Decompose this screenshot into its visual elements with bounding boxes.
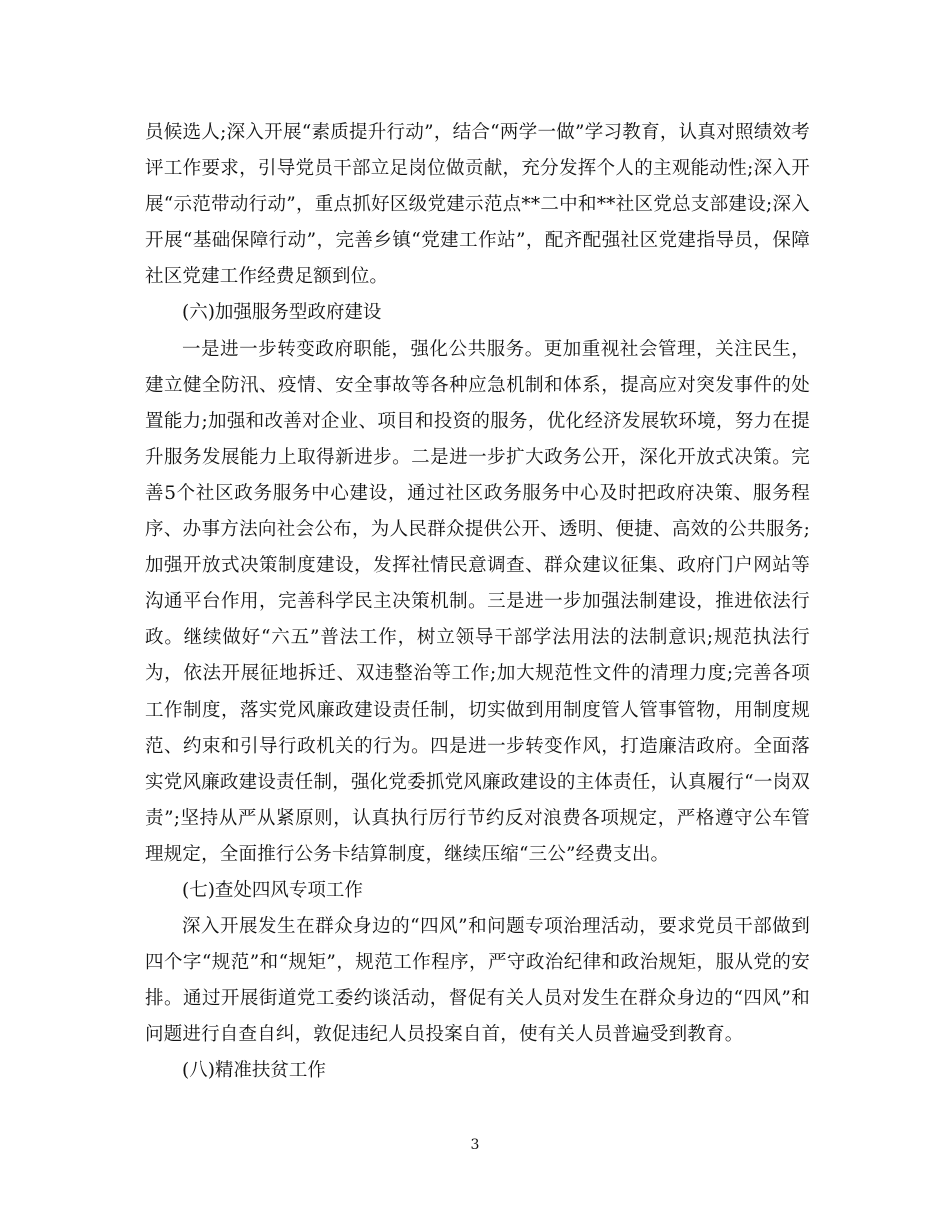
section-heading-service-government: (六)加强服务型政府建设 [182, 302, 382, 324]
paragraph-service-government: 一是进一步转变政府职能，强化公共服务。更加重视社会管理，关注民生，建立健全防汛、疫情、安全事故等各种应急机制和体系，提高应对突发事件的处置能力;加强和改善对企业、项目和投资的服务，优化经济发展软环境，努力在提升服务发展能力上取得新进步。二是进一步扩大政务公开，深化开放式决策。完善5个社区政务服务中心建设，通过社区政务服务中心及时把政府决策、服务程序、办事方法向社会公布，为人民群众提供公开、透明、便捷、高效的公共服务;加强开放式决策制度建设，发挥社情民意调查、群众建议征集、政府门户网站等沟通平台作用，完善科学民主决策机制。三是进一步加强法制建设，推进依法行政。继续做好“六五”普法工作，树立领导干部学法用法的法制意识;规范执法行为，依法开展征地拆迁、双违整治等工作;加大规范性文件的清理力度;完善各项工作制度，落实党风廉政建设责任制，切实做到用制度管人管事管物，用制度规范、约束和引导行政机关的行为。四是进一步转变作风，打造廉洁政府。全面落实党风廉政建设责任制，强化党委抓党风廉政建设的主体责任，认真履行“一岗双责”;坚持从严从紧原则，认真执行厉行节约反对浪费各项规定，严格遵守公车管理规定，全面推行公务卡结算制度，继续压缩“三公”经费支出。 [145, 338, 810, 865]
page-number: 3 [470, 1137, 480, 1153]
document-body [145, 115, 810, 1090]
section-heading-poverty-alleviation: (八)精准扶贫工作 [182, 1060, 326, 1082]
paragraph-four-winds: 深入开展发生在群众身边的“四风”和问题专项治理活动，要求党员干部做到四个字“规范”和“规矩”，规范工作程序，严守政治纪律和政治规矩，服从党的安排。通过开展街道党工委约谈活动，督促有关人员对发生在群众身边的“四风”和问题进行自查自纠，敦促违纪人员投案自首，使有关人员普遍受到教育。 [145, 916, 810, 1046]
section-heading-four-winds: (七)查处四风专项工作 [182, 879, 363, 901]
paragraph-party-building-actions: 员候选人;深入开展“素质提升行动”，结合“两学一做”学习教育，认真对照绩效考评工作要求，引导党员干部立足岗位做贡献，充分发挥个人的主观能动性;深入开展“示范带动行动”，重点抓好区级党建示范点**二中和**社区党总支部建设;深入开展“基础保障行动”，完善乡镇“党建工作站”，配齐配强社区党建指导员，保障社区党建工作经费足额到位。 [145, 122, 810, 288]
